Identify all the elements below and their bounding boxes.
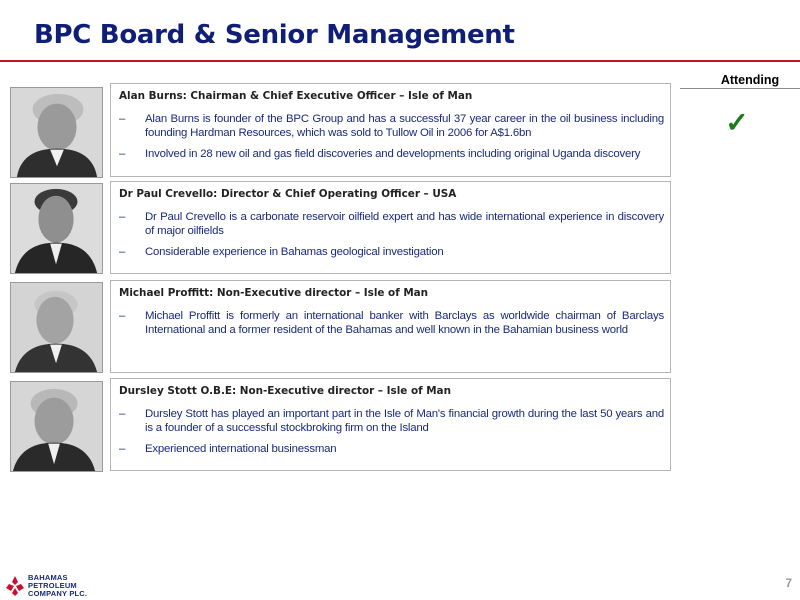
member-bullet: – Considerable experience in Bahamas geological investigation xyxy=(119,246,444,258)
member-bullet: – Michael Proffitt is formerly an international banker with Barclays as worldwide chairman of Barclays International and a former resident of the Bahamas and well known in the Bahamian business world xyxy=(119,310,664,336)
member-bullet: – Alan Burns is founder of the BPC Group and has a successful 37 year career in the oil business including founding Hardman Resources, which was sold to Tullow Oil in 2006 for A$1.6bn xyxy=(119,113,664,139)
member-photo-paul-crevello xyxy=(10,183,103,274)
portrait-icon xyxy=(11,88,102,177)
member-photo-alan-burns xyxy=(10,87,103,178)
member-card xyxy=(110,378,671,471)
portrait-icon xyxy=(11,184,102,273)
bullet-dash: – xyxy=(119,310,126,322)
member-heading: Michael Proffitt: Non-Executive director – Isle of Man xyxy=(119,287,429,299)
member-bullet: – Experienced international businessman xyxy=(119,443,337,455)
portrait-icon xyxy=(11,283,102,372)
portrait-icon xyxy=(11,382,102,471)
company-logo xyxy=(4,573,114,599)
title-divider xyxy=(0,60,800,62)
check-icon: ✓ xyxy=(725,107,749,138)
bullet-dash: – xyxy=(119,246,126,258)
member-card xyxy=(110,83,671,177)
member-card xyxy=(110,280,671,373)
logo-text: BAHAMAS PETROLEUM COMPANY PLC. xyxy=(28,573,88,598)
attending-column-header: Attending xyxy=(720,73,780,87)
attending-divider xyxy=(680,88,800,89)
member-photo-michael-proffitt xyxy=(10,282,103,373)
bullet-dash: – xyxy=(119,408,126,420)
bullet-dash: – xyxy=(119,443,126,455)
member-heading: Dursley Stott O.B.E: Non-Executive director – Isle of Man xyxy=(119,385,451,397)
member-heading: Dr Paul Crevello: Director & Chief Operating Officer – USA xyxy=(119,188,457,200)
bullet-dash: – xyxy=(119,113,126,125)
logo-mark-icon xyxy=(4,575,26,597)
bullet-dash: – xyxy=(119,211,126,223)
page-number: 7 xyxy=(785,576,792,590)
member-bullet: – Involved in 28 new oil and gas field discoveries and developments including original Uganda discovery xyxy=(119,148,641,160)
member-photo-dursley-stott xyxy=(10,381,103,472)
member-bullet: – Dursley Stott has played an important part in the Isle of Man's financial growth during the last 50 years and is a founder of a successful stockbroking firm on the Island xyxy=(119,408,664,434)
page-title: BPC Board & Senior Management xyxy=(34,20,515,50)
member-heading: Alan Burns: Chairman & Chief Executive Officer – Isle of Man xyxy=(119,90,473,102)
bullet-dash: – xyxy=(119,148,126,160)
member-bullet: – Dr Paul Crevello is a carbonate reservoir oilfield expert and has wide international experience in discovery of major oilfields xyxy=(119,211,664,237)
member-card xyxy=(110,181,671,274)
